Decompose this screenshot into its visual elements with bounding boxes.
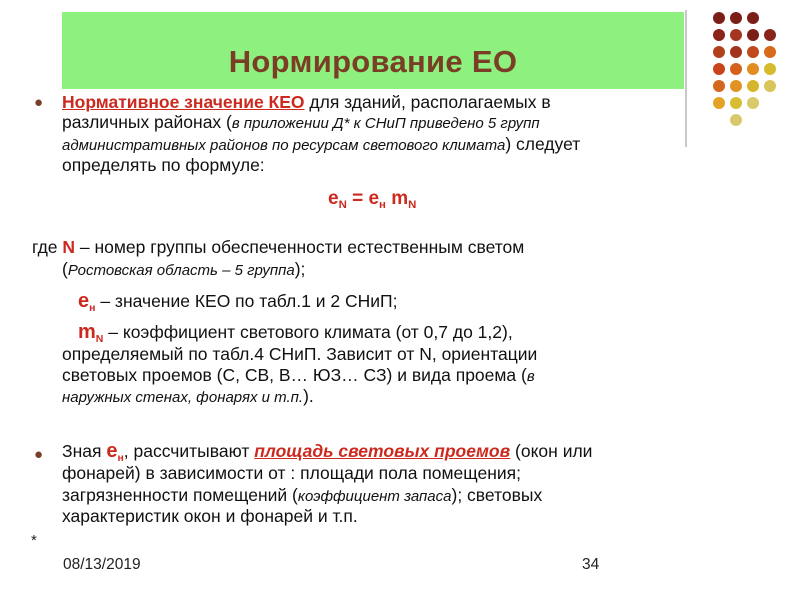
p2-line1	[32, 237, 524, 257]
formula-equals-e: = e	[346, 188, 380, 209]
decor-dot	[764, 29, 776, 41]
p4-line1-text: – коэффициент светового климата (от 0,7 до 1,2),	[103, 322, 513, 342]
p2-symbol-n: N	[62, 237, 76, 257]
formula-sub-n: N	[338, 199, 347, 211]
footer-date: 08/13/2019	[63, 556, 141, 573]
decor-dot	[713, 46, 725, 58]
footer-page-number: 34	[582, 556, 600, 573]
decor-dot	[747, 12, 759, 24]
p4-symbol-m: m	[78, 321, 96, 343]
p4-line4	[62, 386, 314, 408]
p5-calc: , рассчитывают	[123, 441, 255, 461]
decor-dot	[713, 80, 725, 92]
decor-dot	[747, 46, 759, 58]
decorative-dot-grid	[705, 12, 795, 132]
p4-symbol-sub: N	[95, 333, 104, 345]
p5-area-term: площадь световых проемов	[254, 441, 511, 461]
p5-symbol-e: e	[106, 440, 118, 462]
p1-line2	[62, 112, 540, 134]
formula	[328, 188, 416, 211]
p5-line3-end: ); световых	[451, 485, 543, 505]
decor-dot	[747, 63, 759, 75]
p4-line2: определяемый по табл.4 СНиП. Зависит от N, ориентации	[62, 344, 538, 364]
p2-region: Ростовская область – 5 группа	[67, 262, 295, 279]
p1-line2-italic: в приложении Д* к СНиП приведено 5 групп	[231, 115, 540, 132]
p4-line3	[62, 365, 535, 387]
p5-knowing: Зная	[62, 441, 107, 461]
p5-line4: характеристик окон и фонарей и т.п.	[62, 506, 358, 526]
p5-line3-italic: коэффициент запаса	[297, 488, 452, 505]
p1-line1	[62, 92, 551, 112]
decor-dot	[730, 63, 742, 75]
keo-term: Нормативное значение КЕО	[62, 92, 305, 112]
footer-star: *	[31, 532, 37, 549]
p2-line1-rest: – номер группы обеспеченности естественным светом	[75, 237, 525, 257]
decor-dot	[764, 63, 776, 75]
decor-dot	[713, 29, 725, 41]
p2-line2	[62, 259, 305, 281]
decor-dot	[713, 63, 725, 75]
formula-m: m	[385, 188, 409, 209]
p5-line3	[62, 485, 542, 507]
p5-line3-text: загрязненности помещений (	[62, 485, 298, 505]
decor-dot	[713, 12, 725, 24]
decor-dot	[730, 80, 742, 92]
decor-dot	[730, 97, 742, 109]
p2-paren-open: (	[62, 259, 68, 279]
p3-text: – значение КЕО по табл.1 и 2 СНиП;	[95, 291, 398, 311]
p2-paren-close: );	[294, 259, 306, 279]
p1-line3-text: ) следует	[505, 134, 581, 154]
decor-dot	[747, 29, 759, 41]
p3-symbol-sub: н	[89, 302, 96, 314]
decor-dot	[713, 97, 725, 109]
formula-sub-h: н	[379, 199, 386, 211]
p5-line2: фонарей) в зависимости от : площади пола помещения;	[62, 463, 521, 483]
p4-line4-italic: наружных стенах, фонарях и т.п.	[62, 389, 304, 406]
p1-line3-italic: административных районов по ресурсам светового климата	[62, 137, 506, 154]
divider-line	[685, 10, 687, 147]
p4-line3-text: световых проемов (С, СВ, В… ЮЗ… СЗ) и вида проема (	[62, 365, 527, 385]
decor-dot	[747, 97, 759, 109]
p5-symbol-sub: н	[117, 452, 124, 464]
p1-line4: определять по формуле:	[62, 155, 265, 175]
decor-dot	[730, 29, 742, 41]
decor-dot	[764, 80, 776, 92]
p1-line2-text: различных районах (	[62, 112, 232, 132]
slide-title: Нормирование ЕО	[228, 44, 518, 79]
bullet-marker: ●	[34, 446, 44, 463]
p4-line4-end: ).	[303, 386, 314, 406]
formula-e: e	[328, 188, 339, 209]
bullet-marker: ●	[34, 94, 44, 111]
p3-line	[78, 291, 397, 318]
p3-symbol-e: e	[78, 290, 90, 312]
p2-where: где	[32, 237, 63, 257]
p5-line1-end: (окон или	[510, 441, 593, 461]
p4-line3-italic: в	[526, 368, 535, 385]
formula-sub-n2: N	[408, 199, 417, 211]
decor-dot	[730, 12, 742, 24]
decor-dot	[730, 114, 742, 126]
p1-line3	[62, 134, 580, 156]
decor-dot	[747, 80, 759, 92]
p1-line1-rest: для зданий, располагаемых в	[304, 92, 551, 112]
title-banner	[62, 12, 684, 89]
decor-dot	[730, 46, 742, 58]
decor-dot	[764, 46, 776, 58]
